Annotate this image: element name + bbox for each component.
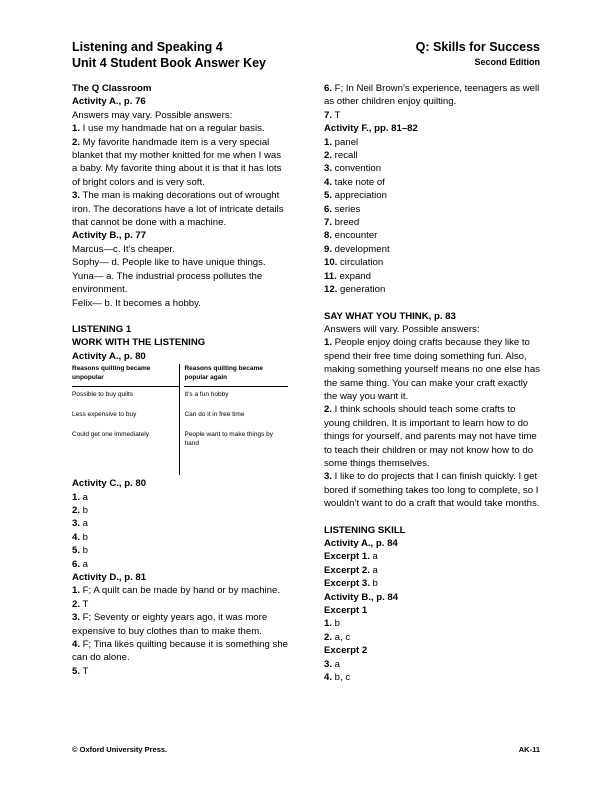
activity-heading: Activity A., p. 80 — [72, 350, 146, 362]
table-cell: Possible to buy quilts — [72, 391, 134, 399]
answer-number: 6. — [324, 83, 333, 94]
activity-heading: Activity C., p. 80 — [72, 478, 147, 490]
answer-item — [324, 577, 540, 590]
answer-number: 4. — [72, 531, 81, 543]
answer-item — [72, 491, 288, 504]
answer-text: b — [80, 504, 89, 516]
answer-number: 3. — [72, 518, 81, 530]
table-header: Reasons quilting became popular again — [184, 364, 288, 387]
answer-item — [324, 564, 540, 577]
answer-item — [324, 550, 540, 563]
answer-number: 5. — [72, 545, 81, 557]
answer-item — [72, 598, 288, 611]
answer-item — [324, 189, 540, 202]
answer-number: Excerpt 3. — [324, 578, 370, 590]
answer-text: circulation — [337, 257, 384, 269]
answer-text: I use my handmade hat on a regular basis. — [80, 123, 265, 135]
table-cell: People want to make things by hand — [184, 431, 274, 447]
answer-text: expand — [336, 270, 371, 282]
answer-text: F; Tina likes quilting because it is something she can do alone. — [72, 639, 288, 664]
table-cell: It’s a fun hobby — [184, 391, 229, 399]
answer-item — [324, 270, 540, 283]
answer-text: F; A quilt can be made by hand or by machine. — [80, 585, 281, 597]
answer-text: b — [80, 545, 89, 557]
answer-number: 8. — [324, 230, 333, 242]
answer-item — [324, 149, 540, 162]
answer-number: 3. — [324, 471, 333, 483]
answer-item — [324, 470, 540, 510]
answer-list — [72, 122, 288, 229]
answer-item — [324, 243, 540, 256]
answer-item — [72, 517, 288, 530]
answer-item — [324, 283, 540, 296]
activity-heading: Activity B., p. 84 — [324, 591, 399, 603]
table-header: Reasons quilting became unpopular — [72, 364, 179, 387]
answer-list — [324, 617, 540, 644]
answer-item — [72, 584, 288, 597]
answer-text: I think schools should teach some crafts to young children. It is important to learn how to do things for yourself, and parents may not have time to teach their children or may not know how to do some things themselves. — [324, 404, 537, 469]
answer-text: convention — [332, 163, 382, 175]
answer-number: 2. — [324, 404, 333, 416]
edition-label: Second Edition — [474, 57, 540, 67]
answer-item: Yuna— a. The industrial process pollutes the environment. — [72, 270, 263, 296]
answer-item — [324, 176, 540, 189]
answer-number: 6. — [72, 558, 81, 570]
answer-number: 3. — [72, 190, 81, 202]
answer-item — [324, 403, 540, 470]
activity-heading: Activity B., p. 77 — [72, 230, 147, 242]
answer-text: T — [332, 109, 341, 121]
answer-text: panel — [332, 136, 359, 148]
section-subheading: WORK WITH THE LISTENING — [72, 337, 206, 349]
reasons-table — [72, 364, 288, 475]
answer-item — [324, 658, 540, 671]
answer-text: The man is making decorations out of wrought iron. The decorations have a lot of intricate details that cannot be done with a machine. — [72, 190, 284, 229]
answer-item — [324, 136, 540, 149]
answer-text: appreciation — [332, 190, 387, 202]
answer-text: a — [369, 551, 378, 563]
answer-text: b — [369, 578, 378, 590]
section-heading: LISTENING 1 — [72, 323, 132, 335]
excerpt-heading: Excerpt 2 — [324, 645, 368, 657]
answer-text: b — [332, 618, 341, 630]
header-right — [416, 39, 540, 69]
answer-item — [324, 631, 540, 644]
answer-item: Marcus—c. It’s cheaper. — [72, 243, 175, 255]
answer-number: 3. — [324, 658, 333, 670]
answer-number: 1. — [72, 491, 81, 503]
book-title: Listening and Speaking 4 — [72, 40, 223, 54]
answer-item — [72, 531, 288, 544]
answer-text: series — [332, 203, 361, 215]
answer-text: recall — [332, 150, 358, 162]
answer-text: encounter — [332, 230, 378, 242]
section-heading: The Q Classroom — [72, 83, 152, 94]
answer-item — [72, 136, 288, 190]
answer-item — [324, 109, 540, 122]
series-title: Q: Skills for Success — [415, 40, 540, 54]
table-column-popular — [180, 364, 288, 475]
answers-intro: Answers will vary. Possible answers: — [324, 323, 480, 335]
answer-item — [72, 611, 288, 638]
activity-heading: Activity F., pp. 81–82 — [324, 123, 418, 135]
answer-item — [324, 162, 540, 175]
answer-list — [72, 243, 288, 310]
table-cell: Can do it in free time — [184, 411, 245, 419]
answer-number: 4. — [324, 672, 333, 684]
answer-list — [324, 82, 540, 122]
answer-list — [324, 658, 540, 685]
answer-text: People enjoy doing crafts because they like to spend their free time doing something fun. Also, making something yourself means no one else has the same thing. You can make your craft exactly the way you want it. — [324, 337, 540, 402]
answer-item — [72, 638, 288, 665]
answer-number: 2. — [72, 598, 81, 610]
right-column — [324, 82, 540, 684]
answer-item — [324, 256, 540, 269]
answer-number: 2. — [324, 150, 333, 162]
answer-item: Sophy— d. People like to have unique things. — [72, 257, 266, 269]
answer-text: a — [80, 518, 89, 530]
activity-heading: Activity D., p. 81 — [72, 571, 147, 583]
answer-text: b, c — [332, 672, 351, 684]
answer-text: a — [80, 558, 89, 570]
answer-text: development — [332, 243, 390, 255]
answer-number: 2. — [72, 504, 81, 516]
activity-heading: Activity A., p. 76 — [72, 96, 146, 108]
answer-text: F; Seventy or eighty years ago, it was more expensive to buy clothes than to make them. — [72, 612, 268, 637]
answer-number: Excerpt 2. — [324, 564, 370, 576]
answers-intro: Answers may vary. Possible answers: — [72, 109, 233, 121]
answer-text: a — [80, 491, 89, 503]
answer-number: 1. — [72, 123, 81, 135]
answer-item — [324, 336, 540, 403]
excerpt-heading: Excerpt 1 — [324, 605, 368, 617]
answer-list — [324, 136, 540, 297]
answer-number: Excerpt 1. — [324, 551, 370, 563]
answer-text: take note of — [332, 176, 385, 188]
answer-text: b — [80, 531, 89, 543]
answer-item — [72, 665, 288, 678]
answer-text: breed — [332, 217, 360, 229]
answer-text: generation — [337, 284, 386, 296]
answer-text: My favorite handmade item is a very special blanket that my mother knitted for me when I was a baby. My favorite thing about it is that it has lots of bright colors and is very soft. — [72, 136, 282, 188]
answer-item — [324, 82, 540, 109]
answer-item — [72, 122, 288, 135]
answer-number: 10. — [324, 257, 338, 269]
answer-item — [72, 504, 288, 517]
answer-list — [324, 336, 540, 510]
answer-number: 4. — [324, 176, 333, 188]
answer-item — [72, 544, 288, 557]
answer-item: Felix— b. It becomes a hobby. — [72, 297, 201, 309]
answer-number: 6. — [324, 203, 333, 215]
table-cell: Could get one immediately — [72, 431, 149, 439]
answer-number: 5. — [72, 665, 81, 677]
answer-list — [72, 584, 288, 678]
answer-number: 2. — [72, 136, 81, 148]
answer-item — [324, 671, 540, 684]
answer-number: 3. — [324, 163, 333, 175]
answer-number: 11. — [324, 270, 337, 282]
answer-text: a — [369, 564, 378, 576]
answer-item — [324, 229, 540, 242]
answer-item — [324, 216, 540, 229]
answer-item — [324, 203, 540, 216]
left-column — [72, 82, 288, 678]
answer-number: 4. — [72, 639, 81, 650]
answer-text: T — [80, 665, 89, 677]
answer-number: 7. — [324, 109, 333, 121]
table-column-unpopular — [72, 364, 180, 475]
answer-number: 12. — [324, 284, 338, 296]
activity-heading: Activity A., p. 84 — [324, 538, 398, 549]
answer-text: T — [80, 598, 89, 610]
answer-list — [324, 550, 540, 590]
page-number: AK-11 — [518, 745, 540, 754]
answer-number: 1. — [324, 618, 333, 630]
answer-text: F; In Neil Brown’s experience, teenagers as well as other children enjoy quilting. — [324, 83, 540, 108]
answer-item — [72, 558, 288, 571]
answer-item — [72, 189, 288, 229]
answer-number: 7. — [324, 217, 333, 229]
section-heading: SAY WHAT YOU THINK, p. 83 — [324, 310, 456, 322]
answer-list — [72, 491, 288, 571]
unit-title: Unit 4 Student Book Answer Key — [72, 56, 267, 70]
section-heading: LISTENING SKILL — [324, 524, 406, 536]
answer-number: 1. — [324, 337, 333, 349]
table-cell: Less expensive to buy — [72, 411, 137, 419]
copyright: © Oxford University Press. — [72, 745, 168, 754]
answer-number: 1. — [72, 585, 81, 597]
answer-item — [324, 617, 540, 630]
answer-number: 1. — [324, 136, 333, 148]
answer-number: 2. — [324, 631, 333, 643]
answer-text: a, c — [332, 631, 351, 643]
answer-number: 3. — [72, 612, 81, 624]
header-left — [72, 39, 266, 71]
answer-number: 9. — [324, 243, 333, 255]
answer-number: 5. — [324, 190, 333, 202]
answer-text: a — [332, 658, 341, 670]
answer-text: I like to do projects that I can finish quickly. I get bored if something takes too long to complete, so I wouldn’t want to do a craft that would take months. — [324, 471, 540, 510]
